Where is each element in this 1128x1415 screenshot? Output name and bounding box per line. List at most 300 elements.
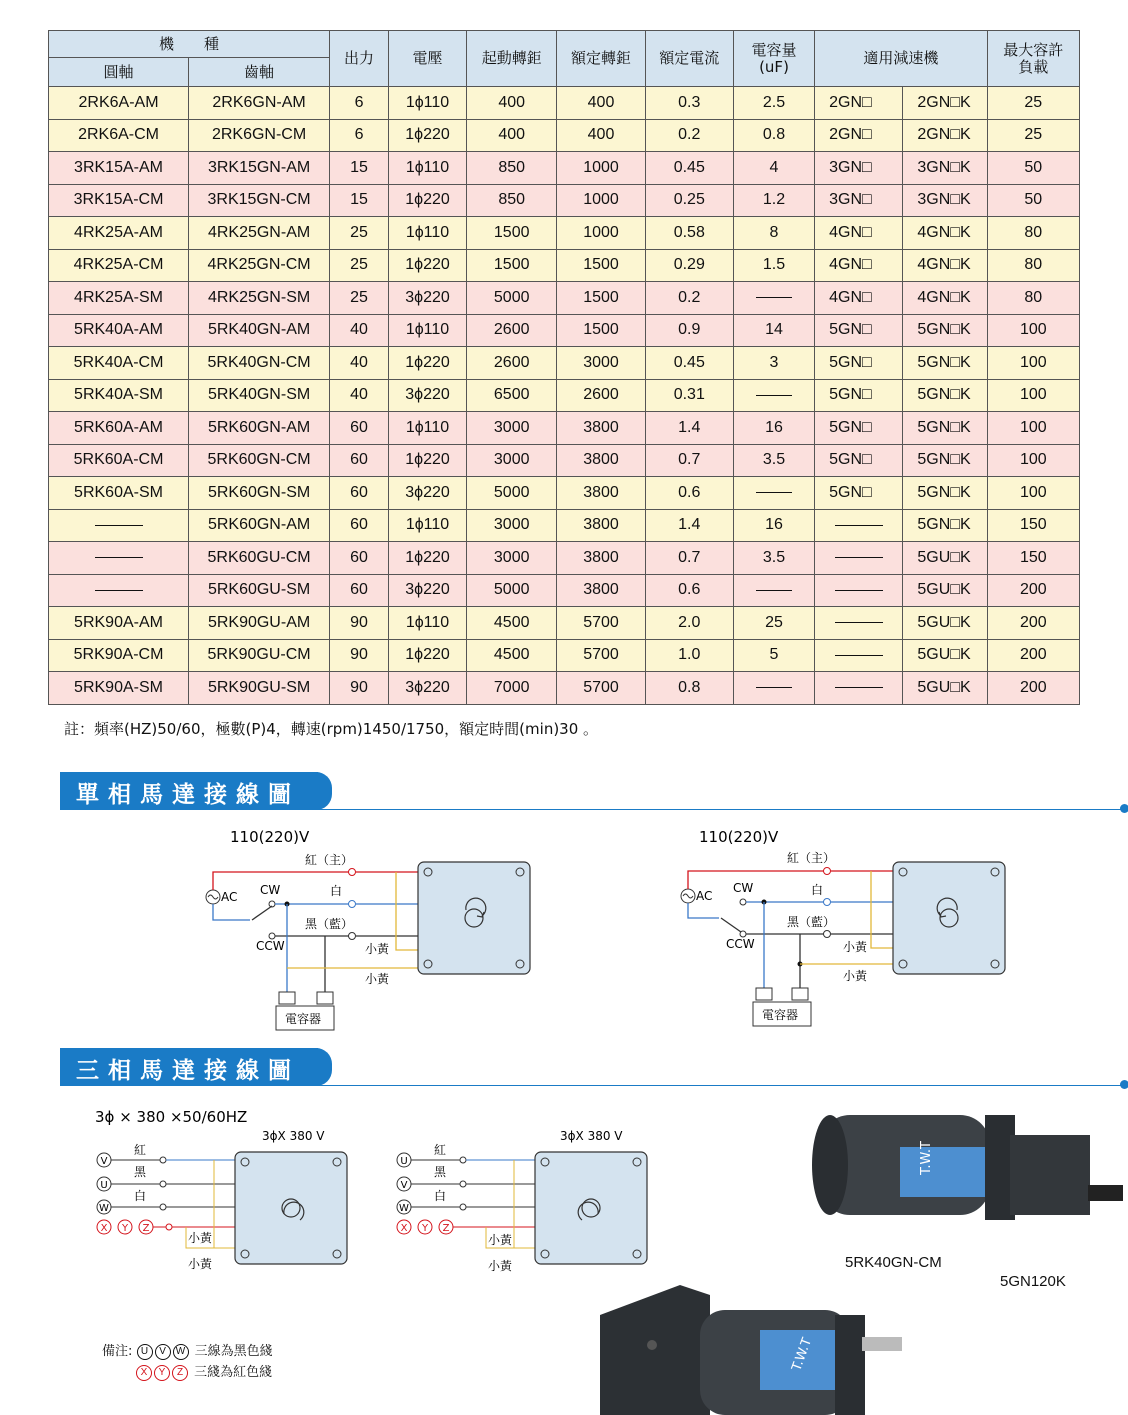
table-cell-voltage: 3ϕ220 [388,574,466,607]
table-cell-red2: 4GN□K [903,217,987,250]
table-cell-start: 4500 [467,639,557,672]
table-cell-voltage: 3ϕ220 [388,379,466,412]
term-5 [460,1157,466,1163]
table-cell-round: 2RK6A-AM [49,87,189,120]
table-cell-start: 3000 [467,412,557,445]
table-cell-red2: 3GN□K [903,152,987,185]
bolt [647,1340,657,1350]
table-cell-round: 5RK90A-AM [49,607,189,640]
table-cell-red2: 4GN□K [903,249,987,282]
table-cell-cap: 0.8 [733,119,814,152]
table-cell-gear: 5RK60GN-AM [189,509,330,542]
table-cell-current: 0.2 [645,119,733,152]
flange-2 [835,1315,865,1415]
table-cell-gear: 5RK60GU-CM [189,542,330,575]
table-cell-cap: 3.5 [733,444,814,477]
shaft [1088,1185,1123,1201]
dash-mark [835,590,883,591]
small-yellow-label-3: 小黃 [843,940,868,954]
yellow-wire-3p-1 [214,1160,236,1248]
table-cell-gear: 3RK15GN-AM [189,152,330,185]
table-row [49,509,1080,542]
table-cell-cap: 3.5 [733,542,814,575]
header-rated-torque: 額定轉鉅 [557,31,645,87]
table-cell-red2: 4GN□K [903,282,987,315]
table-cell-voltage: 1ϕ110 [388,217,466,250]
table-cell-red2: 3GN□K [903,184,987,217]
remark-u-icon: U [137,1344,153,1360]
table-cell-output: 60 [330,412,389,445]
section-line-2 [60,1085,1124,1086]
motor-face-icon-4 [535,1152,647,1264]
cw-terminal-2 [740,899,746,905]
table-cell-rated: 5700 [557,639,645,672]
table-cell-gear: 5RK40GN-AM [189,314,330,347]
black-label: 黑 [134,1165,147,1179]
table-cell-start: 850 [467,152,557,185]
table-cell-cap: 3 [733,347,814,380]
table-cell-red1 [815,542,903,575]
table-cell-red2: 5GN□K [903,347,987,380]
brand-label: T.W.T [919,1141,934,1175]
header-round-shaft: 圓軸 [49,58,189,87]
term-2 [160,1181,166,1187]
table-cell-red1: 3GN□ [815,152,903,185]
table-cell-current: 0.6 [645,477,733,510]
motor-photo-bottom [590,1275,920,1415]
white-label-2: 白 [811,883,824,897]
spec-table [48,30,1080,705]
table-cell-start: 400 [467,87,557,120]
table-cell-gear: 5RK60GN-CM [189,444,330,477]
gear-model-caption: 5GN120K [1000,1273,1066,1290]
section-three-phase-title: 三相馬達接線圖 [76,1058,300,1084]
table-cell-rated: 5700 [557,672,645,705]
table-cell-voltage: 1ϕ220 [388,184,466,217]
white-label-3p-2: 白 [434,1189,447,1203]
terminal-black [349,933,356,940]
dash-mark [95,590,143,591]
table-cell-load: 150 [987,509,1079,542]
table-row [49,282,1080,315]
three-phase-diagrams [0,1100,700,1300]
u-label-2: U [400,1156,408,1167]
table-cell-voltage: 1ϕ220 [388,249,466,282]
table-cell-voltage: 1ϕ110 [388,509,466,542]
red-main-label-2: 紅（主） [787,851,836,865]
w-label-2: W [399,1203,409,1214]
table-cell-round: 4RK25A-SM [49,282,189,315]
remark-w-icon: W [173,1344,189,1360]
brand-label-2: T.W.T [789,1336,816,1374]
table-cell-rated: 3800 [557,444,645,477]
table-cell-gear: 2RK6GN-CM [189,119,330,152]
table-cell-red2: 5GU□K [903,607,987,640]
black-blue-label-2: 黑（藍） [787,915,836,929]
table-cell-round [49,574,189,607]
table-cell-load: 200 [987,672,1079,705]
small-yellow-3p-2: 小黃 [188,1257,213,1271]
red-label: 紅 [134,1143,147,1157]
table-cell-start: 3000 [467,542,557,575]
motor-end [812,1115,848,1215]
ac-label: AC [221,890,238,904]
red-main-label: 紅（主） [305,853,354,867]
table-cell-rated: 3800 [557,574,645,607]
remark-red-text: 三綫為紅色綫 [194,1365,273,1380]
table-cell-voltage: 1ϕ220 [388,119,466,152]
table-cell-round: 3RK15A-AM [49,152,189,185]
table-cell-red1: 3GN□ [815,184,903,217]
terminal-white-2 [824,899,831,906]
table-cell-red2: 2GN□K [903,119,987,152]
table-cell-start: 2600 [467,314,557,347]
table-cell-red2: 5GU□K [903,639,987,672]
table-cell-output: 40 [330,379,389,412]
table-cell-red2: 5GN□K [903,314,987,347]
table-cell-start: 2600 [467,347,557,380]
table-cell-rated: 3800 [557,542,645,575]
table-cell-voltage: 1ϕ220 [388,639,466,672]
table-cell-cap [733,672,814,705]
remark-line-1 [102,1340,273,1360]
table-cell-rated: 3800 [557,509,645,542]
dash-mark [756,590,792,591]
table-cell-output: 90 [330,607,389,640]
term-3 [160,1204,166,1210]
motor-voltage-label: 3ϕX 380 V [262,1129,325,1143]
single-phase-diagrams [0,820,1128,1040]
remark-x-icon: X [136,1365,152,1381]
table-cell-voltage: 1ϕ110 [388,152,466,185]
table-cell-voltage: 3ϕ220 [388,282,466,315]
table-cell-round [49,509,189,542]
header-gear-shaft: 齒軸 [189,58,330,87]
table-cell-red2: 5GU□K [903,574,987,607]
single-phase-diagram-cw [206,828,530,1030]
table-cell-start: 7000 [467,672,557,705]
table-cell-load: 100 [987,412,1079,445]
table-cell-cap: 2.5 [733,87,814,120]
table-cell-load: 200 [987,607,1079,640]
table-cell-voltage: 1ϕ220 [388,444,466,477]
table-row [49,184,1080,217]
term-6 [460,1181,466,1187]
table-cell-gear: 5RK90GU-AM [189,607,330,640]
v-label-2: V [400,1180,408,1191]
table-cell-voltage: 1ϕ220 [388,542,466,575]
table-cell-output: 40 [330,314,389,347]
table-cell-gear: 5RK40GN-CM [189,347,330,380]
ccw-terminal [269,933,275,939]
table-cell-current: 0.58 [645,217,733,250]
single-voltage-label-2: 110(220)V [699,828,779,846]
section-single-phase-header [0,772,1128,816]
table-cell-red2: 5GN□K [903,444,987,477]
dash-mark [835,655,883,656]
white-label-3p: 白 [134,1189,147,1203]
table-cell-output: 60 [330,477,389,510]
table-cell-gear: 4RK25GN-CM [189,249,330,282]
table-cell-red1: 5GN□ [815,379,903,412]
table-cell-start: 6500 [467,379,557,412]
table-cell-voltage: 3ϕ220 [388,477,466,510]
u-label: U [100,1180,108,1191]
table-row [49,217,1080,250]
remark-z-icon: Z [172,1365,188,1381]
small-yellow-3p-1: 小黃 [188,1231,213,1245]
table-cell-load: 100 [987,444,1079,477]
table-cell-start: 3000 [467,509,557,542]
small-yellow-3p-4: 小黃 [488,1259,513,1273]
table-cell-start: 1500 [467,249,557,282]
table-cell-round [49,542,189,575]
table-cell-rated: 1000 [557,152,645,185]
term-4 [166,1224,172,1230]
section-three-phase-header [0,1048,1128,1092]
table-cell-round: 5RK60A-CM [49,444,189,477]
table-cell-load: 50 [987,184,1079,217]
dash-mark [95,525,143,526]
table-cell-gear: 5RK40GN-SM [189,379,330,412]
table-cell-output: 6 [330,119,389,152]
table-cell-round: 5RK60A-SM [49,477,189,510]
table-cell-start: 3000 [467,444,557,477]
table-cell-output: 25 [330,249,389,282]
switch-lever-2 [721,918,741,932]
table-row [49,379,1080,412]
terminal-red-2 [824,868,831,875]
table-cell-red2: 5GN□K [903,379,987,412]
table-cell-output: 6 [330,87,389,120]
cap-pin-1 [279,992,295,1004]
x-label-2: X [400,1223,408,1234]
table-cell-red1: 2GN□ [815,87,903,120]
table-cell-output: 90 [330,672,389,705]
dash-mark [835,622,883,623]
remark-y-icon: Y [154,1365,170,1381]
table-row [49,249,1080,282]
motor-label-plate [900,1147,990,1197]
table-cell-rated: 1000 [557,184,645,217]
table-cell-cap: 5 [733,639,814,672]
table-row [49,477,1080,510]
motor-face-icon-2 [893,862,1005,974]
table-cell-start: 400 [467,119,557,152]
three-phase-diagram-ccw [397,1129,647,1273]
footnote: 註：頻率(HZ)50/60，極數(P)4，轉速(rpm)1450/1750，額定時間(min)30 。 [64,720,599,738]
cap-pin-2 [317,992,333,1004]
yellow-wire-4 [871,871,894,948]
table-cell-load: 100 [987,347,1079,380]
header-output: 出力 [330,31,389,87]
yellow-wire-3p-3 [514,1160,536,1248]
table-cell-cap: 8 [733,217,814,250]
dash-mark [756,492,792,493]
section-dot-2 [1120,1080,1128,1089]
table-cell-load: 100 [987,477,1079,510]
table-row [49,607,1080,640]
table-cell-red1: 4GN□ [815,217,903,250]
table-cell-start: 5000 [467,477,557,510]
table-cell-start: 5000 [467,282,557,315]
table-cell-red1: 4GN□ [815,249,903,282]
table-cell-output: 25 [330,282,389,315]
table-cell-rated: 1500 [557,282,645,315]
ac-label-2: AC [696,889,713,903]
table-cell-start: 5000 [467,574,557,607]
table-cell-start: 1500 [467,217,557,250]
table-cell-current: 1.0 [645,639,733,672]
table-cell-rated: 1500 [557,249,645,282]
motor-face-icon-3 [235,1152,347,1264]
supply-label: 3ϕ × 380 ×50/60HZ [95,1108,248,1126]
header-capacitance-text: 電容量 (uF) [751,40,797,76]
table-cell-output: 60 [330,574,389,607]
table-cell-rated: 400 [557,119,645,152]
table-cell-output: 90 [330,639,389,672]
table-row [49,87,1080,120]
table-cell-red1 [815,574,903,607]
v-label: V [100,1156,108,1167]
section-single-phase-title: 單相馬達接線圖 [76,782,300,808]
table-cell-rated: 1000 [557,217,645,250]
section-line [60,809,1124,810]
table-cell-round: 5RK40A-AM [49,314,189,347]
table-row [49,152,1080,185]
table-cell-gear: 4RK25GN-AM [189,217,330,250]
table-cell-round: 3RK15A-CM [49,184,189,217]
table-cell-load: 25 [987,87,1079,120]
table-cell-rated: 1500 [557,314,645,347]
table-cell-cap [733,379,814,412]
table-cell-cap: 25 [733,607,814,640]
header-voltage: 電壓 [388,31,466,87]
motor-voltage-label-2: 3ϕX 380 V [560,1129,623,1143]
remark-line-2 [136,1361,272,1381]
table-cell-current: 0.7 [645,542,733,575]
table-cell-cap [733,574,814,607]
red-wire-2 [688,871,827,889]
gearbox-2 [600,1285,710,1415]
table-cell-red1: 2GN□ [815,119,903,152]
table-cell-rated: 3000 [557,347,645,380]
table-cell-cap: 1.5 [733,249,814,282]
table-cell-round: 5RK90A-CM [49,639,189,672]
capacitor-label: 電容器 [285,1012,322,1026]
table-cell-voltage: 3ϕ220 [388,672,466,705]
spec-table-body [49,87,1080,705]
term-1 [160,1157,166,1163]
table-cell-red1: 5GN□ [815,477,903,510]
header-reducer: 適用減速機 [815,31,988,87]
table-cell-gear: 2RK6GN-AM [189,87,330,120]
dash-mark [756,297,792,298]
ac-return-wire-2 [688,903,719,918]
table-cell-red2: 2GN□K [903,87,987,120]
table-cell-load: 80 [987,249,1079,282]
table-cell-rated: 3800 [557,477,645,510]
header-model: 機 種 [49,31,330,58]
table-cell-current: 0.45 [645,152,733,185]
switch-lever [252,906,272,920]
table-cell-start: 4500 [467,607,557,640]
table-cell-cap: 1.2 [733,184,814,217]
dash-mark [756,395,792,396]
motor-photo-top [800,1105,1128,1255]
dash-mark [835,557,883,558]
table-cell-current: 0.31 [645,379,733,412]
table-cell-red2: 5GN□K [903,509,987,542]
table-cell-output: 60 [330,444,389,477]
table-cell-gear: 5RK90GU-CM [189,639,330,672]
table-cell-start: 850 [467,184,557,217]
table-cell-cap [733,282,814,315]
table-cell-red2: 5GU□K [903,672,987,705]
capacitor-label-2: 電容器 [762,1008,799,1022]
table-cell-round: 2RK6A-CM [49,119,189,152]
table-cell-gear: 5RK60GU-SM [189,574,330,607]
table-cell-load: 50 [987,152,1079,185]
small-yellow-label-2: 小黃 [365,972,390,986]
table-cell-current: 0.7 [645,444,733,477]
y-label: Y [121,1223,129,1234]
cap-pin-3 [756,988,772,1000]
table-cell-red1 [815,672,903,705]
cap-pin-4 [792,988,808,1000]
remark-black-text: 三線為黑色綫 [194,1344,273,1359]
header-max-load-text: 最大容許 負載 [1003,40,1064,76]
table-cell-cap: 16 [733,509,814,542]
header-rated-current: 額定電流 [645,31,733,87]
table-row [49,639,1080,672]
table-cell-gear: 4RK25GN-SM [189,282,330,315]
table-cell-load: 25 [987,119,1079,152]
y-label-2: Y [421,1223,429,1234]
three-phase-diagram-cw [97,1129,347,1271]
single-phase-diagram-ccw [681,828,1005,1026]
table-cell-red2: 5GU□K [903,542,987,575]
table-cell-red1: 5GN□ [815,444,903,477]
black-label-2: 黑 [434,1165,447,1179]
dash-mark [835,687,883,688]
small-yellow-label-1: 小黃 [365,942,390,956]
table-cell-output: 15 [330,184,389,217]
gearbox [1010,1135,1090,1215]
terminal-white [349,901,356,908]
ccw-label: CCW [256,939,285,953]
red-label-2: 紅 [434,1143,447,1157]
dash-mark [756,687,792,688]
term-7 [460,1204,466,1210]
table-cell-load: 80 [987,282,1079,315]
table-cell-current: 0.29 [645,249,733,282]
dash-mark [835,525,883,526]
motor-model-caption: 5RK40GN-CM [845,1254,942,1271]
table-cell-cap [733,477,814,510]
ac-return-wire [213,904,250,920]
table-cell-round: 5RK40A-CM [49,347,189,380]
table-cell-voltage: 1ϕ110 [388,314,466,347]
table-row [49,444,1080,477]
header-max-load [987,31,1079,87]
table-cell-red1: 5GN□ [815,412,903,445]
table-cell-red1: 5GN□ [815,347,903,380]
table-cell-gear: 5RK60GN-AM [189,412,330,445]
table-cell-cap: 16 [733,412,814,445]
table-cell-load: 150 [987,542,1079,575]
shaft-2 [862,1337,902,1351]
